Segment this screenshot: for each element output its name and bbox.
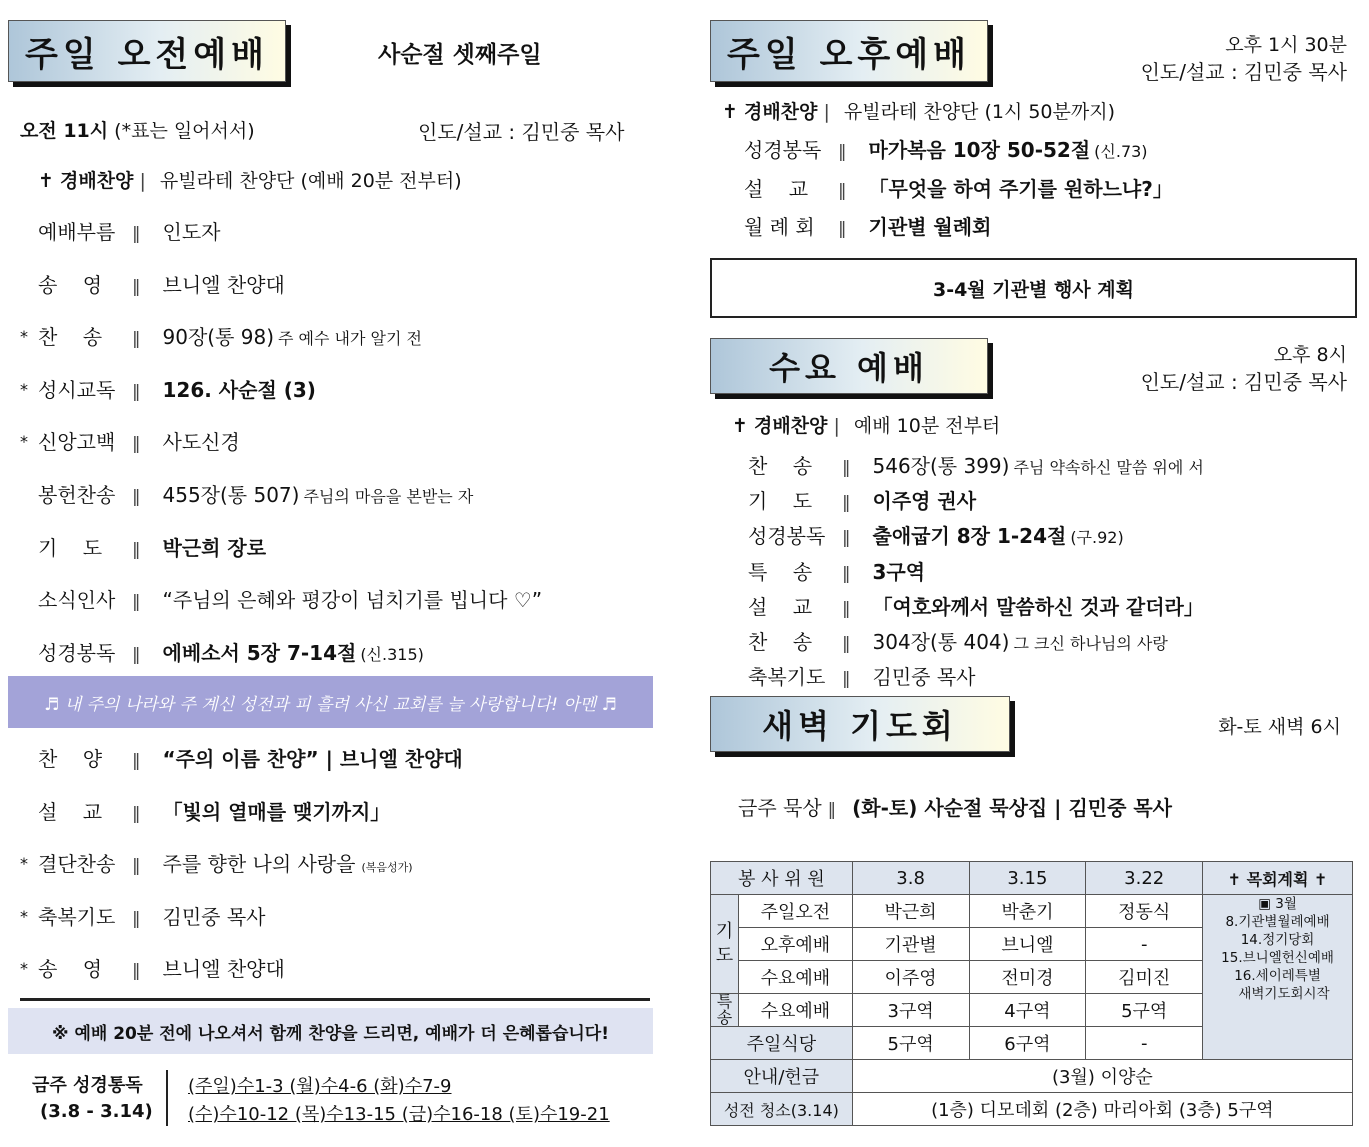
dawn-meditation: 금주 묵상 ‖ (화-토) 사순절 묵상집 | 김민중 목사 (738, 792, 1172, 821)
order-item (748, 591, 1204, 620)
order-item-label: 월 례 회 (744, 215, 815, 239)
order-item (38, 796, 390, 825)
hymn-banner: ♬ 내 주의 나라와 주 계신 성전과 피 흘려 사신 교회를 늘 사랑합니다! 아멘 ♬ (8, 676, 653, 728)
order-item (748, 450, 1204, 479)
separator: ‖ (842, 458, 851, 478)
table-cell: 박춘기 (969, 895, 1086, 928)
date-col-1: 3.8 (852, 862, 969, 895)
separator: ‖ (838, 219, 847, 239)
worship-song-label: 경배찬양 (743, 101, 818, 123)
order-item-label: 설 교 (744, 176, 809, 201)
separator: ‖ (842, 634, 851, 654)
separator: ‖ (132, 329, 141, 350)
order-item-value: 「빛의 열매를 맺기까지」 (162, 799, 391, 824)
afternoon-title: 주일 오후예배 (710, 20, 988, 82)
order-item-value: 브니엘 찬양대 (162, 957, 285, 982)
worship-song-label: 경배찬양 (59, 170, 134, 192)
date-col-2: 3.15 (969, 862, 1086, 895)
worship-song-value: 유빌라테 찬양단 (1시 50분까지) (843, 101, 1115, 123)
standing-mark: * (20, 379, 28, 399)
order-item-value: 브니엘 찬양대 (162, 272, 285, 297)
order-item-label: 특 송 (748, 559, 813, 584)
order-item (38, 743, 463, 772)
order-item-label: 축복기도 (748, 665, 826, 690)
usher-value: (3월) 이양순 (852, 1060, 1352, 1093)
order-item-value: “주님의 은혜와 평강이 넘치기를 빕니다 ♡” (162, 588, 543, 613)
row-label: 수요예배 (738, 994, 852, 1027)
table-cell: 브니엘 (969, 928, 1086, 961)
wednesday-leader: 인도/설교 : 김민중 목사 (1140, 370, 1347, 394)
order-item (38, 848, 413, 877)
order-item-value: 김민중 목사 (872, 665, 976, 690)
order-item (744, 134, 1148, 163)
date-col-3: 3.22 (1086, 862, 1203, 895)
order-item-value: 304장(통 404) (872, 630, 1010, 654)
order-item-value: 「여호와께서 말씀하신 것과 같더라」 (872, 594, 1204, 619)
separator: ‖ (132, 592, 141, 613)
order-item-label: 찬 양 (38, 747, 103, 771)
order-item (38, 321, 422, 350)
separator: ‖ (132, 961, 141, 982)
order-item-value: 455장(통 507) (162, 483, 300, 507)
order-item-label: 소식인사 (38, 588, 116, 613)
order-item (38, 479, 473, 508)
separator: ‖ (132, 751, 141, 771)
table-cell: - (1086, 1027, 1203, 1060)
table-cell: 정동식 (1086, 895, 1203, 928)
table-cell: - (1086, 928, 1203, 961)
table-cell: 전미경 (969, 961, 1086, 994)
table-header: 봉 사 위 원 (711, 862, 853, 895)
table-cell: 6구역 (969, 1027, 1086, 1060)
order-item-note: 주 예수 내가 알기 전 (278, 329, 423, 349)
order-item (38, 532, 266, 561)
standing-mark: * (20, 959, 28, 979)
bible-reading-divider (166, 1070, 168, 1126)
separator: ‖ (132, 381, 141, 402)
order-item (38, 374, 316, 403)
bible-reading-label: 금주 성경통독 (32, 1075, 143, 1096)
order-item (744, 211, 991, 240)
order-item-label: 성경봉독 (748, 524, 826, 549)
order-item (748, 626, 1168, 655)
separator: ‖ (842, 528, 851, 549)
order-item-label: 설 교 (748, 594, 813, 619)
bible-reading-dates: (3.8 - 3.14) (40, 1101, 153, 1122)
order-item (38, 426, 240, 455)
morning-time-note: (*표는 일어서서) (114, 120, 255, 142)
order-item-note: (복음성가) (361, 861, 413, 875)
order-item (38, 637, 424, 666)
order-item-value: 마가복음 10장 50-52절 (868, 138, 1091, 162)
order-item-value: 박근희 장로 (162, 535, 267, 560)
order-item-value: 김민중 목사 (162, 904, 266, 929)
separator: ‖ (842, 598, 851, 619)
schedule-item: 15.브니엘헌신예배 (1221, 950, 1334, 966)
order-item-value: 사도신경 (162, 430, 240, 455)
order-item-label: 성시교독 (38, 377, 116, 402)
order-item (38, 584, 542, 613)
order-item-label: 신앙고백 (38, 430, 116, 455)
order-item-note: 그 크신 하나님의 사랑 (1013, 634, 1168, 653)
order-item-label: 기 도 (38, 535, 103, 560)
morning-time: 오전 11시 (20, 120, 109, 142)
order-item (38, 216, 220, 245)
schedule-item: ▣ 3월 (1258, 896, 1297, 912)
order-item-value: 인도자 (162, 220, 221, 244)
dawn-title: 새벽 기도회 (710, 696, 1010, 752)
order-item-label: 송 영 (38, 272, 103, 297)
standing-mark: * (20, 854, 28, 874)
dawn-time: 화-토 새벽 6시 (1218, 716, 1341, 738)
dawn-meditation-label: 금주 묵상 (738, 796, 822, 820)
divider-line (20, 998, 650, 1001)
order-item (748, 661, 975, 690)
table-cell: 5구역 (1086, 994, 1203, 1027)
cross-icon: ✝ (732, 415, 748, 437)
order-item-label: 성경봉독 (744, 138, 822, 162)
special-group: 특 송 (711, 994, 739, 1027)
order-item-value: 546장(통 399) (872, 454, 1010, 478)
row-label: 오후예배 (738, 928, 852, 961)
afternoon-time: 오후 1시 30분 (1225, 34, 1347, 56)
separator: ‖ (132, 539, 141, 560)
cleaning-value: (1층) 디모데회 (2층) 마리아회 (3층) 5구역 (852, 1093, 1352, 1126)
order-item-note: (구.92) (1070, 528, 1124, 548)
worship-song-value: 유빌라테 찬양단 (예배 20분 전부터) (159, 170, 462, 192)
order-item-label: 찬 송 (38, 325, 103, 350)
table-cell: 박근희 (852, 895, 969, 928)
order-item (38, 953, 285, 982)
morning-subtitle: 사순절 셋째주일 (378, 42, 542, 68)
schedule-item: 새벽기도회시작 (1225, 986, 1330, 1002)
schedule-item: 14.정기당회 (1240, 932, 1315, 948)
separator: ‖ (842, 493, 851, 514)
row-label: 주일식당 (711, 1027, 853, 1060)
separator: ‖ (132, 276, 141, 297)
order-item (748, 556, 925, 585)
order-item-note: (신.315) (360, 644, 424, 664)
wednesday-title: 수요 예배 (710, 338, 988, 394)
order-item (38, 269, 285, 298)
order-item-value: “주의 이름 찬양” | 브니엘 찬양대 (162, 747, 463, 771)
separator: ‖ (132, 224, 141, 244)
morning-leader: 인도/설교 : 김민중 목사 (418, 120, 625, 144)
order-item-value: 주를 향한 나의 사랑을 (162, 852, 356, 877)
order-item-value: 126. 사순절 (3) (162, 377, 316, 402)
dawn-meditation-value: (화-토) 사순절 묵상집 | 김민중 목사 (852, 796, 1173, 820)
separator: ‖ (132, 856, 141, 877)
order-item-value: 이주영 권사 (872, 489, 977, 514)
separator: ‖ (842, 669, 851, 690)
table-cell: 김미진 (1086, 961, 1203, 994)
notice-banner: ※ 예배 20분 전에 나오셔서 함께 찬양을 드리면, 예배가 더 은혜롭습니다! (8, 1008, 653, 1054)
service-table (710, 861, 1353, 1126)
schedule-title: ✝ 목회계획 ✝ (1203, 862, 1353, 895)
schedule-item: 16.세이레특별 (1234, 968, 1321, 984)
order-item-value: 3구역 (872, 559, 926, 584)
order-item (38, 901, 265, 930)
order-item-note: 주님의 마음을 본받는 자 (303, 487, 474, 506)
separator: ‖ (132, 644, 141, 665)
order-item-label: 예배부름 (38, 220, 116, 244)
table-cell: 기관별 (852, 928, 969, 961)
separator: ‖ (132, 434, 141, 455)
standing-mark: * (20, 906, 28, 926)
order-item-label: 찬 송 (748, 630, 813, 654)
cleaning-label: 성전 청소(3.14) (711, 1093, 853, 1126)
wednesday-worship-song: ✝ 경배찬양 | 예배 10분 전부터 (732, 415, 1001, 437)
order-item-label: 찬 송 (748, 454, 813, 478)
order-item-note: (신.73) (1094, 142, 1148, 161)
table-cell: 3구역 (852, 994, 969, 1027)
order-item-label: 기 도 (748, 489, 813, 514)
order-item-label: 축복기도 (38, 904, 116, 929)
row-label: 수요예배 (738, 961, 852, 994)
standing-mark: * (20, 327, 28, 347)
worship-song-value: 예배 10분 전부터 (853, 415, 1001, 437)
table-cell: 4구역 (969, 994, 1086, 1027)
separator: ‖ (132, 487, 141, 507)
schedule-item: 8.기관별월례예배 (1225, 914, 1330, 930)
order-item-label: 결단찬송 (38, 852, 116, 877)
order-item-label: 봉헌찬송 (38, 483, 116, 507)
afternoon-worship-song: ✝ 경배찬양 | 유빌라테 찬양단 (1시 50분까지) (722, 101, 1115, 123)
events-plan-box: 3-4월 기관별 행사 계획 (710, 258, 1357, 318)
table-cell: 이주영 (852, 961, 969, 994)
usher-label: 안내/헌금 (711, 1060, 853, 1093)
order-item-note: 주님 약속하신 말씀 위에 서 (1013, 458, 1204, 477)
schedule-list (1203, 895, 1353, 1060)
separator: ‖ (838, 142, 847, 162)
bible-reading-line2: (수)수10-12 (목)수13-15 (금)수16-18 (토)수19-21 (188, 1104, 610, 1125)
order-item (748, 520, 1124, 549)
row-label: 주일오전 (738, 895, 852, 928)
table-cell: 5구역 (852, 1027, 969, 1060)
order-item (748, 485, 976, 514)
wednesday-time: 오후 8시 (1273, 344, 1347, 366)
separator: ‖ (132, 908, 141, 929)
order-item-value: 기관별 월례회 (868, 215, 992, 239)
order-item-value: 에베소서 5장 7-14절 (162, 640, 357, 665)
separator: ‖ (842, 563, 851, 584)
order-item-value: 「무엇을 하여 주기를 원하느냐?」 (868, 176, 1173, 201)
prayer-group: 기 도 (711, 895, 739, 994)
bible-reading-line1: (주일)수1-3 (월)수4-6 (화)수7-9 (188, 1076, 452, 1097)
order-item-value: 90장(통 98) (162, 325, 275, 350)
cross-icon: ✝ (722, 101, 738, 123)
order-item-label: 설 교 (38, 799, 103, 824)
standing-mark: * (20, 432, 28, 452)
worship-song-label: 경배찬양 (753, 415, 828, 437)
order-item (744, 173, 1173, 202)
order-item-value: 출애굽기 8장 1-24절 (872, 524, 1067, 549)
order-item-label: 송 영 (38, 957, 103, 982)
separator: ‖ (838, 180, 847, 201)
morning-title: 주일 오전예배 (8, 20, 286, 82)
order-item-label: 성경봉독 (38, 640, 116, 665)
separator: ‖ (132, 803, 141, 824)
afternoon-leader: 인도/설교 : 김민중 목사 (1140, 60, 1347, 84)
morning-worship-song: ✝ 경배찬양 | 유빌라테 찬양단 (예배 20분 전부터) (38, 170, 462, 192)
cross-icon: ✝ (38, 170, 54, 192)
morning-time-line (20, 116, 255, 143)
